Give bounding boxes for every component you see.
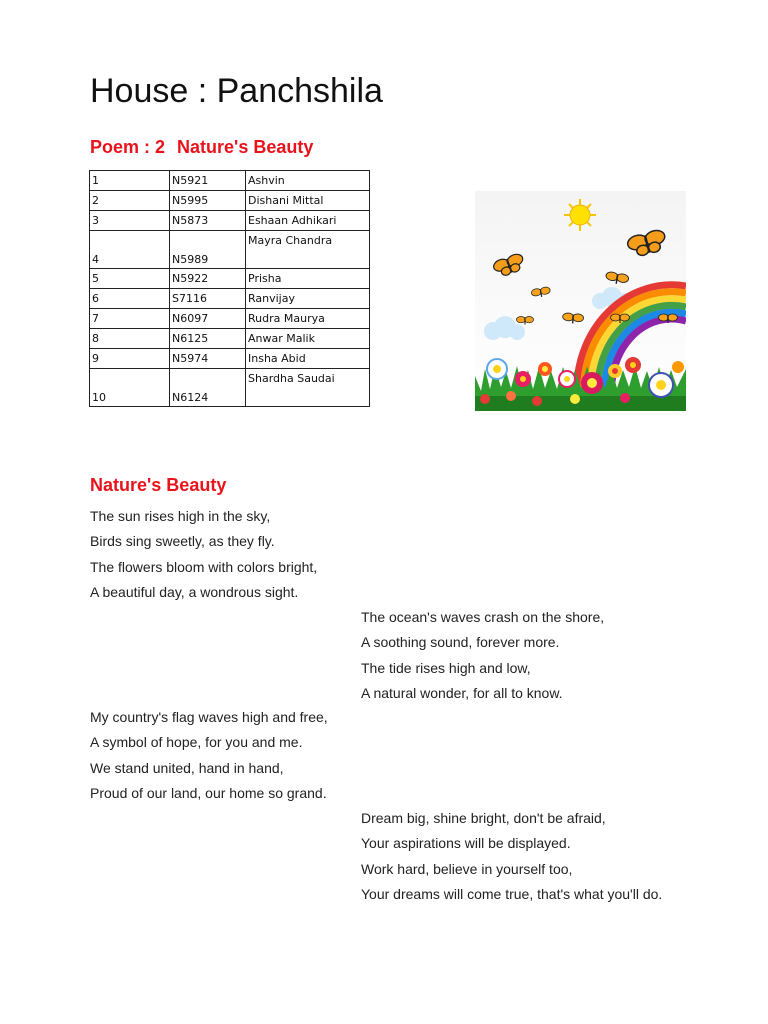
poem-line: Your dreams will come true, that's what you'll do. (361, 885, 663, 902)
nature-illustration (475, 191, 686, 411)
poem-title: Nature's Beauty (90, 475, 227, 495)
poem-line: A soothing sound, forever more. (361, 634, 560, 651)
poem-line: A symbol of hope, for you and me. (90, 734, 303, 751)
poem-line: The flowers bloom with colors bright, (90, 558, 318, 575)
poem-line: Proud of our land, our home so grand. (90, 784, 327, 801)
poem-line: Work hard, believe in yourself too, (361, 860, 573, 877)
table-row: 5 N5922 Prisha (90, 269, 370, 289)
table-row: 8 N6125 Anwar Malik (90, 329, 370, 349)
poem-line: We stand united, hand in hand, (90, 759, 284, 776)
table-row: 2 N5995 Dishani Mittal (90, 191, 370, 211)
poem-line: Birds sing sweetly, as they fly. (90, 533, 275, 550)
student-roster-table (89, 170, 370, 407)
house-title: House : Panchshila (90, 72, 383, 110)
poem-line: A beautiful day, a wondrous sight. (90, 583, 299, 600)
stanza (90, 504, 317, 605)
table-row: 9 N5974 Insha Abid (90, 349, 370, 369)
table-row: 10 N6124 Shardha Saudai (90, 369, 370, 407)
stanza (90, 705, 328, 806)
stanza (361, 806, 662, 907)
poem-line: The tide rises high and low, (361, 659, 531, 676)
poem-line: My country's flag waves high and free, (90, 709, 328, 725)
poem-number: Poem : 2 (90, 137, 166, 157)
table-row: 6 S7116 Ranvijay (90, 289, 370, 309)
poem-line: Dream big, shine bright, don't be afraid, (361, 810, 606, 826)
table-row: 7 N6097 Rudra Maurya (90, 309, 370, 329)
poem-name: Nature's Beauty (177, 137, 314, 157)
table-row: 4 N5989 Mayra Chandra (90, 231, 370, 269)
poem-heading (90, 137, 313, 158)
table-row: 1 N5921 Ashvin (90, 171, 370, 191)
poem-line: Your aspirations will be displayed. (361, 835, 571, 852)
stanza (361, 605, 604, 706)
poem-line: The sun rises high in the sky, (90, 508, 271, 524)
poem-line: A natural wonder, for all to know. (361, 684, 563, 701)
poem-line: The ocean's waves crash on the shore, (361, 609, 605, 625)
table-row: 3 N5873 Eshaan Adhikari (90, 211, 370, 231)
